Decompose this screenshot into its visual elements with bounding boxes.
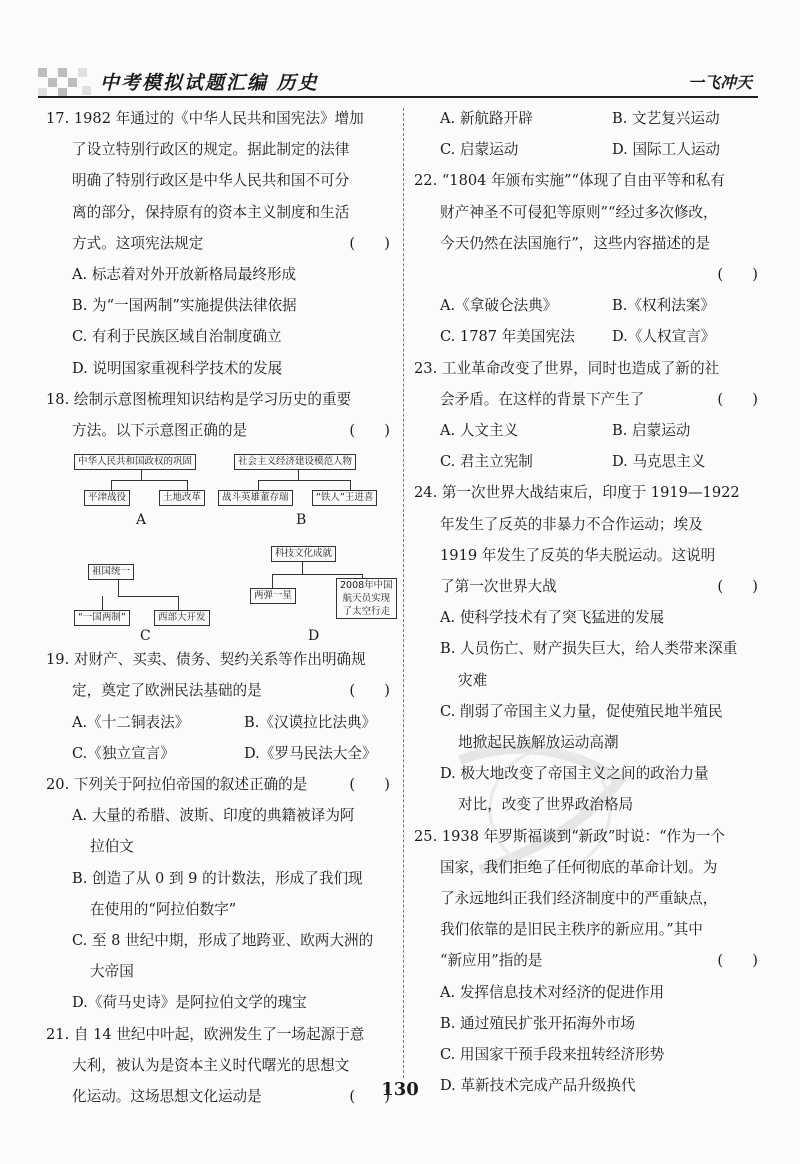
option: A.《十二铜表法》 (72, 713, 190, 731)
question-24 (414, 477, 764, 820)
diagram-d-item: 两弹一星 (250, 588, 296, 604)
question-text: 今天仍然在法国施行”，这些内容描述的是 (440, 234, 711, 252)
option-cont: 拉伯文 (90, 838, 134, 856)
question-25 (414, 821, 764, 1102)
question-text: 财产神圣不可侵犯等原则”“经过多次修改， (440, 203, 718, 221)
option: B. 人员伤亡、财产损失巨大，给人类带来深重 (440, 640, 738, 658)
diagram-a-item: 平津战役 (84, 490, 130, 506)
diagram-d-item-line: 2008年中国 (340, 580, 393, 592)
diagram-c-item: 西部大开发 (154, 610, 210, 626)
diagram-d-label: D (308, 628, 320, 645)
option: C. 君主立宪制 (440, 453, 533, 471)
option: B. 文艺复兴运动 (612, 110, 720, 127)
option-cont: 在使用的“阿拉伯数字” (90, 900, 237, 918)
option: B.《汉谟拉比法典》 (244, 713, 377, 731)
page-header (38, 62, 758, 102)
question-text: 25. 1938 年罗斯福谈到“新政”时说：“作为一个 (414, 827, 725, 845)
diagram-a-label: A (136, 512, 147, 529)
question-text: 方法。以下示意图正确的是 (72, 422, 248, 440)
left-column (46, 103, 396, 1112)
option: A.《拿破仑法典》 (440, 297, 558, 315)
question-text: “新应用”指的是 (440, 952, 543, 970)
option: B. 为“一国两制”实施提供法律依据 (72, 297, 297, 315)
answer-paren: ( ) (717, 952, 758, 970)
option: A. 发挥信息技术对经济的促进作用 (440, 983, 665, 1001)
option: D. 国际工人运动 (612, 141, 721, 159)
question-text: 国家，我们拒绝了任何彻底的革命计划。为 (440, 858, 718, 876)
page-number: 130 (381, 1079, 419, 1100)
question-17 (46, 103, 396, 384)
diagram-c-item: “一国两制” (74, 610, 130, 626)
option: B. 创造了从 0 到 9 的计数法，形成了我们现 (72, 869, 363, 887)
question-text: 24. 第一次世界大战结束后，印度于 1919—1922 (414, 484, 740, 502)
option: D.《荷马史诗》是阿拉伯文学的瑰宝 (72, 994, 307, 1012)
question-20 (46, 769, 396, 1019)
question-text: 19. 对财产、买卖、债务、契约关系等作出明确规 (46, 651, 366, 669)
question-18 (46, 384, 396, 644)
question-text: 大利，被认为是资本主义时代曙光的思想文 (72, 1056, 350, 1074)
diagram-a-top: 中华人民共和国政权的巩固 (74, 454, 196, 470)
question-text: 18. 绘制示意图梳理知识结构是学习历史的重要 (46, 390, 352, 408)
option: A. 大量的希腊、波斯、印度的典籍被译为阿 (72, 807, 355, 825)
answer-paren: ( ) (349, 422, 390, 440)
option: B. 启蒙运动 (612, 422, 691, 440)
diagram-d-item-line: 航天员实现 (342, 593, 391, 605)
diagram-b-item: 战斗英雄董存瑞 (218, 490, 293, 506)
option-cont: 大帝国 (90, 963, 134, 981)
question-text: 17. 1982 年通过的《中华人民共和国宪法》增加 (46, 110, 364, 127)
question-text: 方式。这项宪法规定 (72, 234, 204, 252)
answer-paren: ( ) (349, 682, 390, 700)
diagram-c-label: C (140, 628, 151, 645)
question-text: 21. 自 14 世纪中叶起，欧洲发生了一场起源于意 (46, 1025, 365, 1043)
option: D. 马克思主义 (612, 453, 706, 471)
option-cont: 对比，改变了世界政治格局 (458, 796, 634, 814)
header-rule (38, 96, 758, 98)
header-title: 中考模拟试题汇编 历史 (100, 72, 319, 94)
question-text: 了第一次世界大战 (440, 578, 557, 596)
diagram-d-item-line: 了太空行走 (342, 606, 391, 618)
option: B. 通过殖民扩张开拓海外市场 (440, 1014, 636, 1032)
option-cont: 地掀起民族解放运动高潮 (458, 734, 619, 752)
diagram-b-item: “铁人”王进喜 (312, 490, 377, 506)
diagram-b-top: 社会主义经济建设模范人物 (234, 454, 356, 470)
answer-paren: ( ) (349, 776, 390, 794)
answer-paren: ( ) (349, 234, 390, 252)
answer-paren: ( ) (717, 578, 758, 596)
diagram-c-top: 祖国统一 (88, 564, 134, 580)
option: C. 用国家干预手段来扭转经济形势 (440, 1046, 665, 1064)
diagram-options (46, 448, 396, 644)
question-22 (414, 165, 764, 352)
option: D. 说明国家重视科学技术的发展 (72, 359, 283, 377)
right-column (414, 103, 764, 1102)
question-text: 了设立特别行政区的规定。据此制定的法律 (72, 141, 350, 159)
option: A. 使科学技术有了突飞猛进的发展 (440, 609, 665, 627)
column-divider (403, 108, 404, 1078)
header-brand: 一飞冲天 (687, 73, 752, 92)
question-text: 明确了特别行政区是中华人民共和国不可分 (72, 172, 350, 190)
option: B.《权利法案》 (612, 297, 715, 315)
answer-paren: ( ) (349, 1088, 390, 1106)
header-decoration-icon (38, 68, 94, 96)
answer-paren: ( ) (717, 266, 758, 284)
option: D.《人权宣言》 (612, 328, 716, 346)
question-text: 会矛盾。在这样的背景下产生了 (440, 390, 645, 408)
question-23 (414, 353, 764, 478)
option: A. 标志着对外开放新格局最终形成 (72, 266, 297, 284)
question-text: 离的部分，保持原有的资本主义制度和生活 (72, 203, 350, 221)
question-19 (46, 644, 396, 769)
diagram-b-label: B (296, 512, 307, 529)
option: D. 极大地改变了帝国主义之间的政治力量 (440, 765, 709, 783)
question-text: 年发生了反英的非暴力不合作运动；埃及 (440, 515, 703, 533)
option: D.《罗马民法大全》 (244, 744, 377, 762)
option: C. 启蒙运动 (440, 141, 519, 159)
diagram-d-item-multiline (336, 578, 397, 619)
option: A. 新航路开辟 (440, 110, 533, 127)
question-text: 1919 年发生了反英的华夫脱运动。这说明 (440, 546, 716, 564)
option: C. 至 8 世纪中期，形成了地跨亚、欧两大洲的 (72, 932, 374, 950)
question-text: 化运动。这场思想文化运动是 (72, 1088, 262, 1106)
option: A. 人文主义 (440, 422, 519, 440)
option: C. 有利于民族区域自治制度确立 (72, 328, 282, 346)
option: C. 1787 年美国宪法 (440, 328, 575, 346)
option: C.《独立宣言》 (72, 744, 175, 762)
option: D. 革新技术完成产品升级换代 (440, 1077, 636, 1095)
option: C. 削弱了帝国主义力量，促使殖民地半殖民 (440, 702, 723, 720)
option-cont: 灾难 (458, 671, 488, 689)
diagram-a-item: 土地改革 (159, 490, 205, 506)
question-text: 22. “1804 年颁布实施”“体现了自由平等和私有 (414, 172, 725, 190)
answer-paren: ( ) (717, 390, 758, 408)
question-text: 20. 下列关于阿拉伯帝国的叙述正确的是 (46, 776, 308, 794)
diagram-d-top: 科技文化成就 (271, 546, 336, 562)
question-text: 23. 工业革命改变了世界，同时也造成了新的社 (414, 359, 720, 377)
question-text: 我们依靠的是旧民主秩序的新应用。”其中 (440, 921, 703, 939)
question-text: 定，奠定了欧洲民法基础的是 (72, 682, 262, 700)
question-text: 了永远地纠正我们经济制度中的严重缺点， (440, 890, 718, 908)
